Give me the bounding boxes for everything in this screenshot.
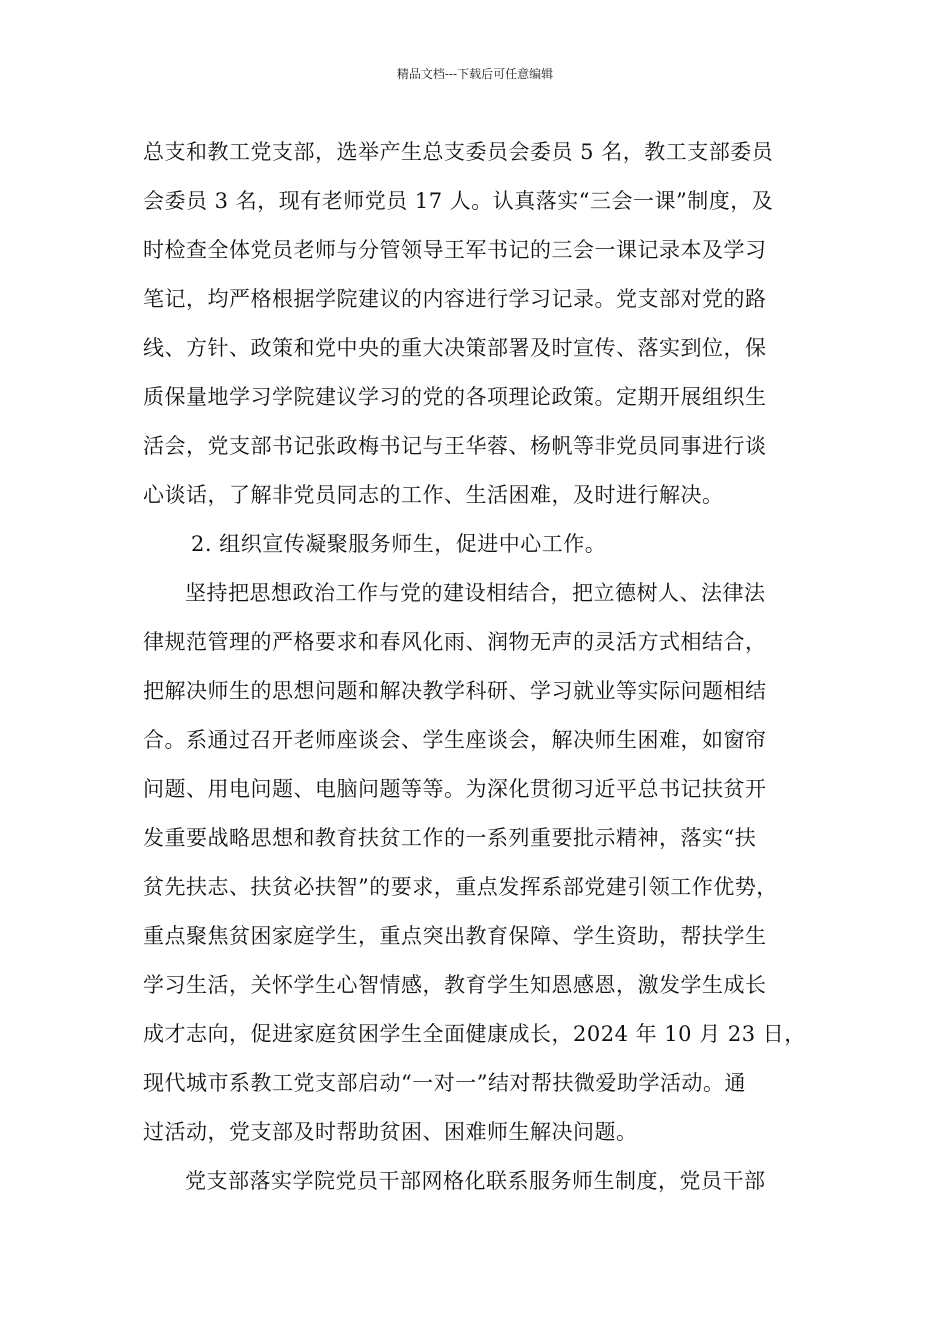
text-line: 笔记，均严格根据学院建议的内容进行学习记录。党支部对党的路: [143, 287, 767, 311]
document-body: [143, 135, 823, 1213]
text-line: 发重要战略思想和教育扶贫工作的一系列重要批示精神，落实“扶: [143, 826, 757, 850]
text-line: 活会，党支部书记张政梅书记与王华蓉、杨帆等非党员同事进行谈: [143, 434, 767, 458]
text-line: 质保量地学习学院建议学习的党的各项理论政策。定期开展组织生: [143, 385, 767, 409]
text-line: 总支和教工党支部，选举产生总支委员会委员 5 名，教工支部委员: [143, 140, 774, 164]
text-line: 心谈话，了解非党员同志的工作、生活困难，及时进行解决。: [143, 483, 724, 507]
text-line: 现代城市系教工党支部启动“一对一”结对帮扶微爱助学活动。通: [143, 1071, 746, 1095]
text-line: 学习生活，关怀学生心智情感，教育学生知恩感恩，激发学生成长: [143, 973, 767, 997]
text-line: 成才志向，促进家庭贫困学生全面健康成长，2024 年 10 月 23 日，: [143, 1022, 806, 1046]
text-line: 问题、用电问题、电脑问题等等。为深化贯彻习近平总书记扶贫开: [143, 777, 767, 801]
text-line: 把解决师生的思想问题和解决教学科研、学习就业等实际问题相结: [143, 679, 767, 703]
text-line: 会委员 3 名，现有老师党员 17 人。认真落实“三会一课”制度，及: [143, 189, 774, 213]
paragraph-first-line: 坚持把思想政治工作与党的建设相结合，把立德树人、法律法: [185, 581, 766, 605]
text-line: 线、方针、政策和党中央的重大决策部署及时宣传、落实到位，保: [143, 336, 767, 360]
text-line: 重点聚焦贫困家庭学生，重点突出教育保障、学生资助，帮扶学生: [143, 924, 767, 948]
text-line: 过活动，党支部及时帮助贫困、困难师生解决问题。: [143, 1120, 638, 1144]
section-heading: 2. 组织宣传凝聚服务师生，促进中心工作。: [191, 532, 607, 556]
text-line: 时检查全体党员老师与分管领导王军书记的三会一课记录本及学习: [143, 238, 767, 262]
text-line: 贫先扶志、扶贫必扶智”的要求，重点发挥系部党建引领工作优势，: [143, 875, 778, 899]
text-line: 合。系通过召开老师座谈会、学生座谈会，解决师生困难，如窗帘: [143, 728, 767, 752]
paragraph-first-line: 党支部落实学院党员干部网格化联系服务师生制度，党员干部: [185, 1169, 766, 1193]
page-header: 精品文档---下载后可任意编辑: [396, 67, 554, 81]
text-line: 律规范管理的严格要求和春风化雨、润物无声的灵活方式相结合，: [143, 630, 767, 654]
